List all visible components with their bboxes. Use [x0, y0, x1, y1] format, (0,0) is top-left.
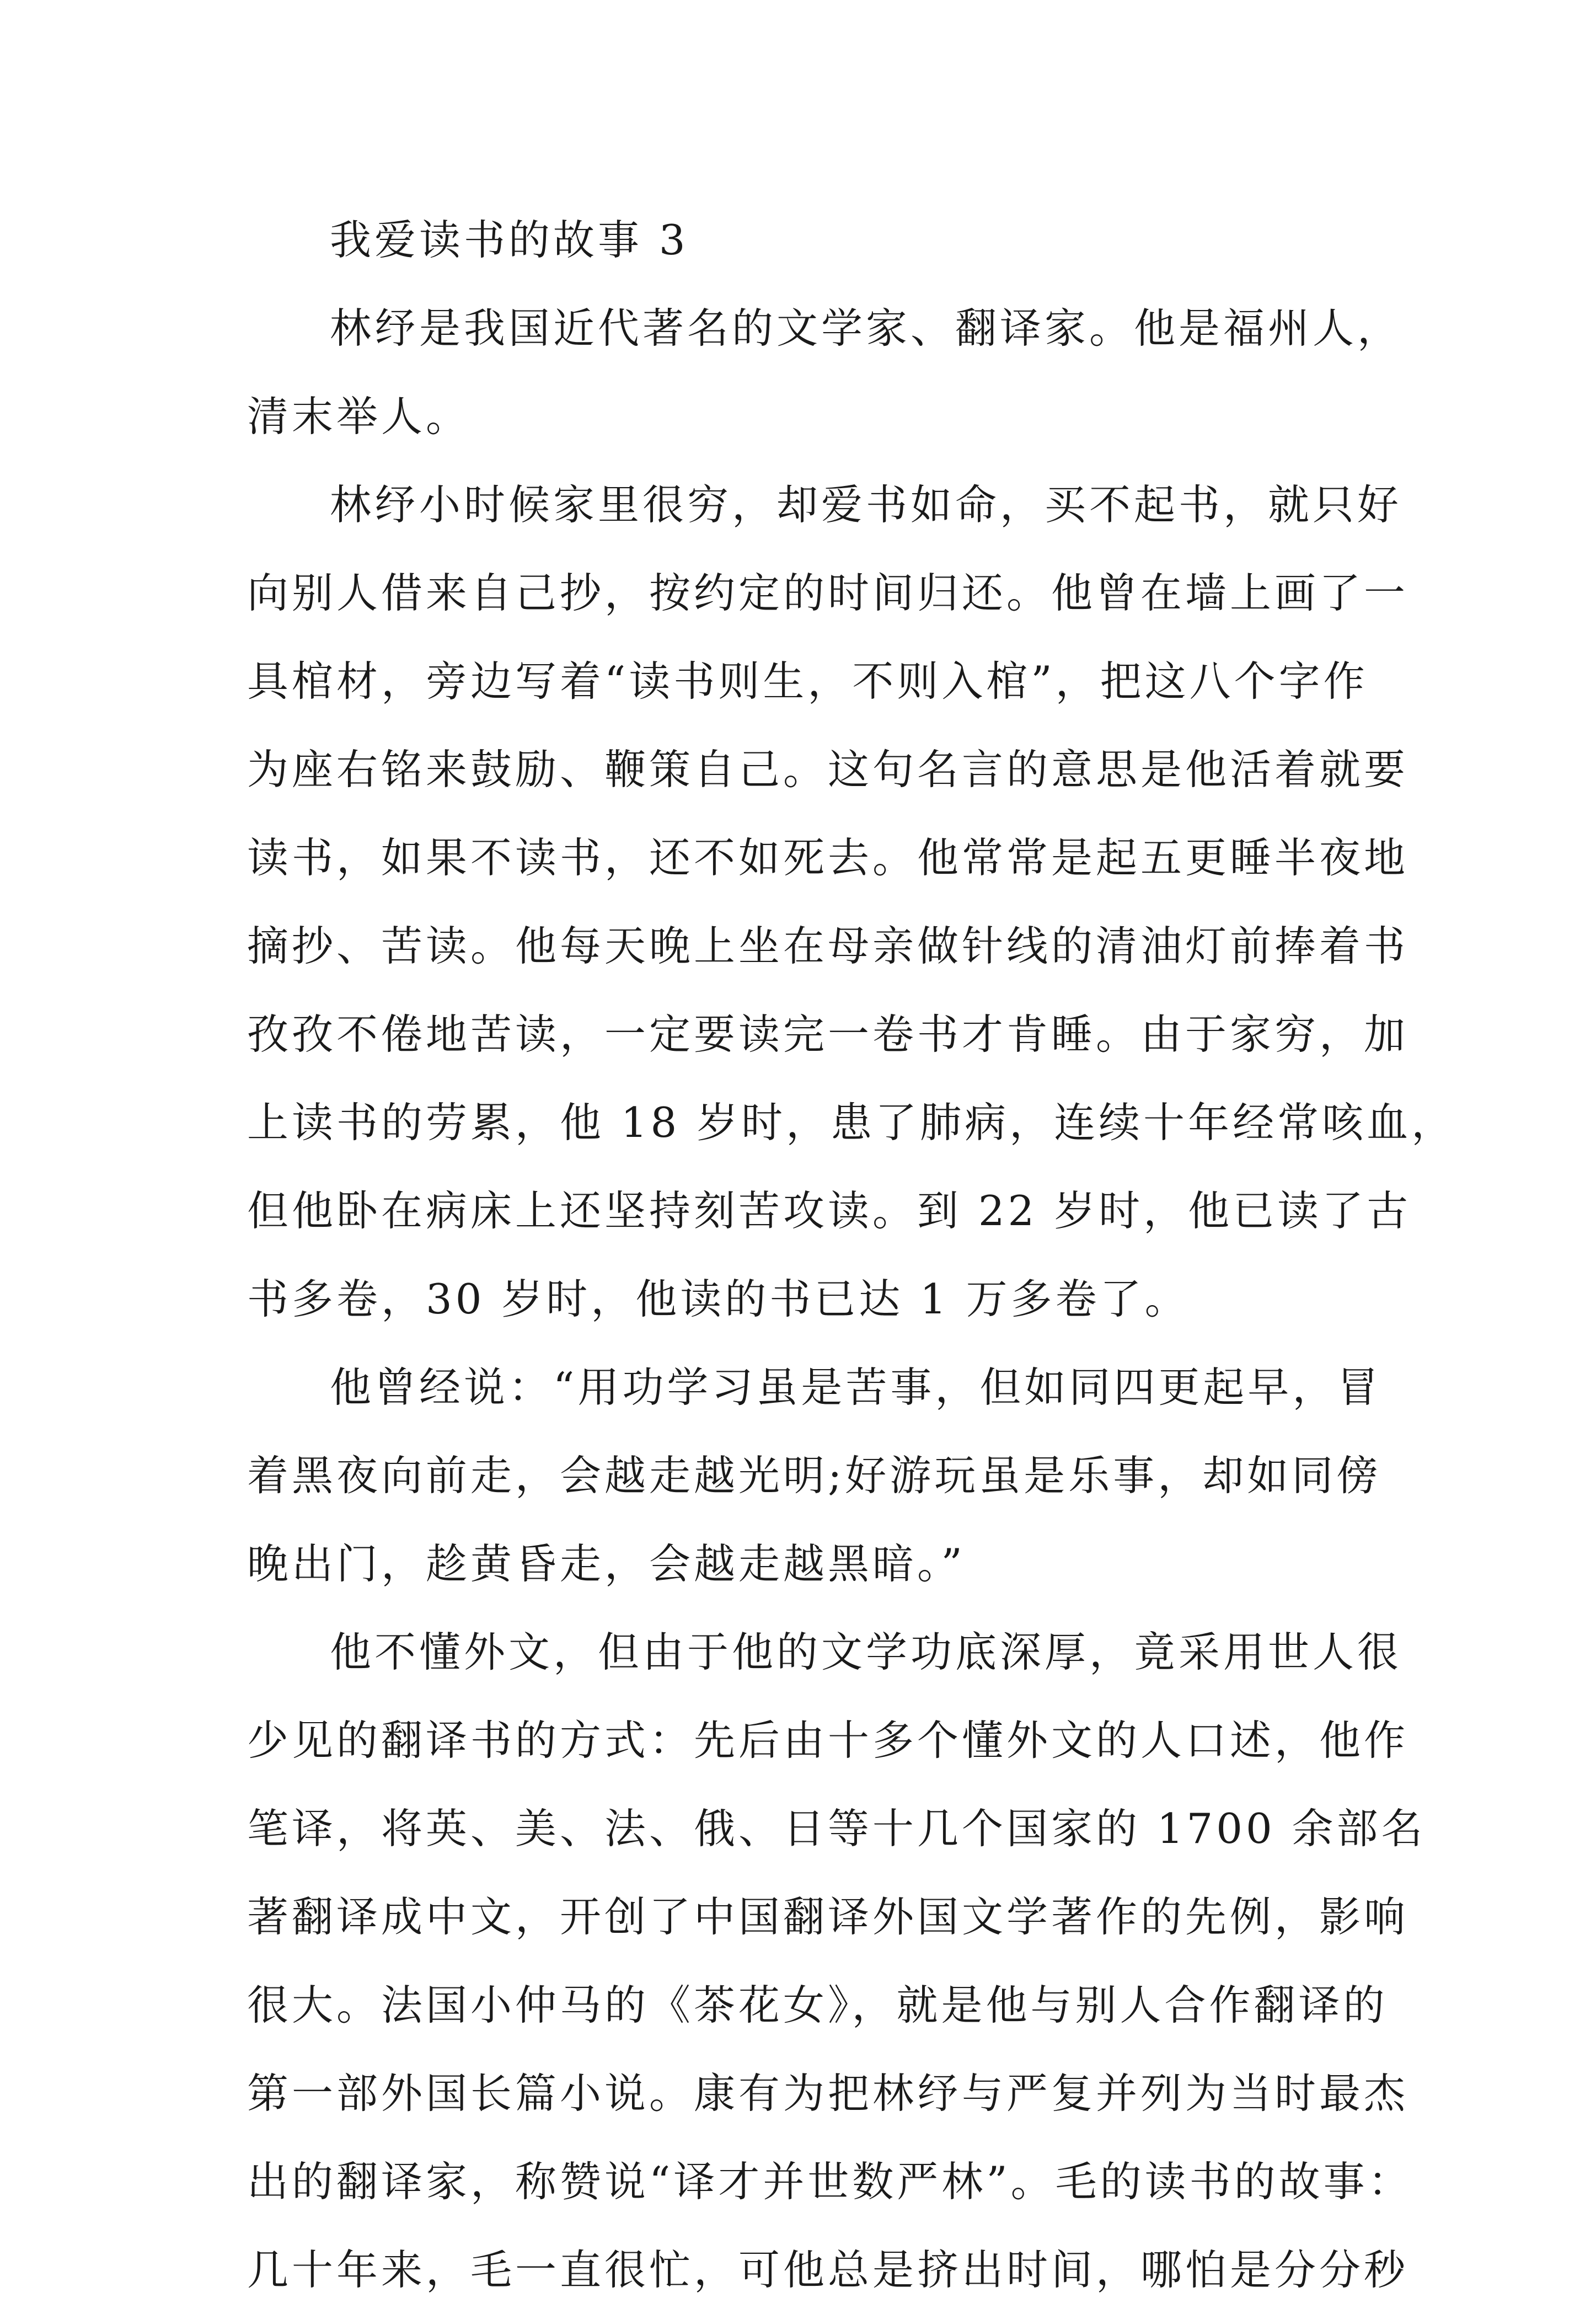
paragraph-line: 少见的翻译书的方式：先后由十多个懂外文的人口述，他作 [247, 1716, 1409, 1765]
paragraph-line: 晚出门，趁黄昏走，会越走越黑暗。” [247, 1540, 966, 1588]
paragraph-line: 但他卧在病床上还坚持刻苦攻读。到 22 岁时，他已读了古 [247, 1187, 1412, 1235]
paragraph-line: 向别人借来自己抄，按约定的时间归还。他曾在墙上画了一 [247, 569, 1409, 617]
paragraph-4 [247, 1608, 1426, 2314]
paragraph-line: 第一部外国长篇小说。康有为把林纾与严复并列为当时最杰 [247, 2069, 1409, 2118]
paragraph-line: 他不懂外文，但由于他的文学功底深厚，竟采用世人很 [330, 1628, 1402, 1676]
paragraph-line: 林纾小时候家里很穷，却爱书如命，买不起书，就只好 [330, 480, 1402, 529]
document-title: 我爱读书的故事 3 [330, 216, 689, 264]
paragraph-line: 摘抄、苦读。他每天晚上坐在母亲做针线的清油灯前捧着书 [247, 922, 1409, 970]
paragraph-line: 清末举人。 [247, 392, 471, 441]
paragraph-line: 很大。法国小仲马的《茶花女》，就是他与别人合作翻译的 [247, 1981, 1388, 2029]
paragraph-3 [247, 1343, 1382, 1608]
paragraph-line: 书多卷，30 岁时，他读的书已达 1 万多卷了。 [247, 1275, 1190, 1323]
paragraph-line: 上读书的劳累，他 18 岁时，患了肺病，连续十年经常咳血， [247, 1098, 1456, 1147]
paragraph-line: 出的翻译家，称赞说“译才并世数严林”。毛的读书的故事： [247, 2157, 1413, 2206]
paragraph-line: 为座右铭来鼓励、鞭策自己。这句名言的意思是他活着就要 [247, 745, 1409, 794]
paragraph-line: 笔译，将英、美、法、俄、日等十几个国家的 1700 余部名 [247, 1804, 1426, 1853]
paragraph-line: 几十年来，毛一直很忙，可他总是挤出时间，哪怕是分分秒 [247, 2246, 1409, 2294]
paragraph-2 [247, 461, 1456, 1343]
paragraph-line: 具棺材，旁边写着“读书则生，不则入棺”，把这八个字作 [247, 657, 1368, 706]
paragraph-line: 孜孜不倦地苦读，一定要读完一卷书才肯睡。由于家穷，加 [247, 1010, 1409, 1059]
paragraph-line: 著翻译成中文，开创了中国翻译外国文学著作的先例，影响 [247, 1893, 1409, 1941]
paragraph-1 [247, 284, 1402, 461]
document-body [247, 196, 1456, 2314]
paragraph-line: 着黑夜向前走，会越走越光明;好游玩虽是乐事，却如同傍 [247, 1451, 1381, 1500]
paragraph-line: 读书，如果不读书，还不如死去。他常常是起五更睡半夜地 [247, 833, 1409, 882]
paragraph-line: 林纾是我国近代著名的文学家、翻译家。他是福州人， [330, 304, 1402, 352]
paragraph-line: 他曾经说：“用功学习虽是苦事，但如同四更起早，冒 [330, 1363, 1382, 1412]
